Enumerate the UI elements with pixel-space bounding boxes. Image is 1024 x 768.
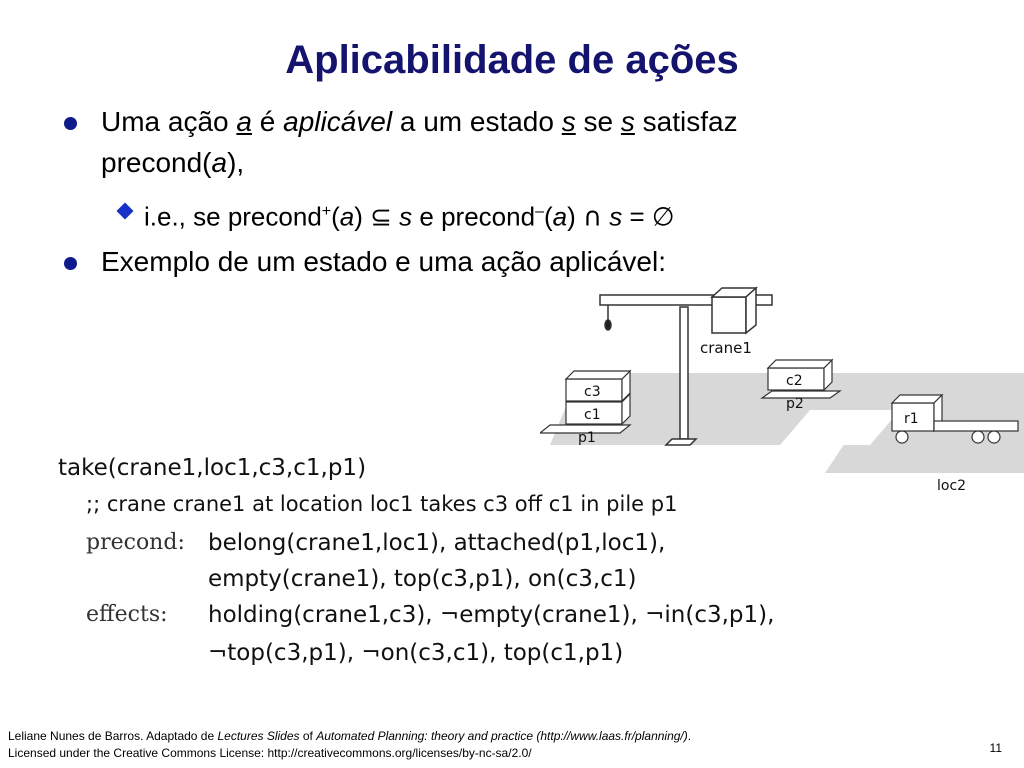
footer-lectures: Lectures Slides bbox=[217, 729, 300, 743]
crane-label: crane1 bbox=[700, 339, 752, 357]
text: i.e., se precond bbox=[144, 201, 322, 232]
bullet-dot-1 bbox=[64, 117, 77, 130]
text: ) bbox=[354, 201, 371, 232]
var-s: s bbox=[391, 201, 413, 232]
dwr-diagram bbox=[540, 285, 1024, 500]
footer-line-2: Licensed under the Creative Commons License: http://creativecommons.org/licenses/by-nc-sa/2.0/ bbox=[8, 746, 532, 760]
text: satisfaz bbox=[634, 106, 738, 137]
p2-label: p2 bbox=[786, 396, 804, 412]
bullet-2: Exemplo de um estado e uma ação aplicável: bbox=[101, 246, 666, 277]
bullet-dot-2 bbox=[64, 257, 77, 270]
subseteq-symbol: ⊆ bbox=[370, 202, 392, 233]
text: = bbox=[622, 201, 652, 232]
plus-sign: + bbox=[321, 203, 332, 220]
loc2-label: loc2 bbox=[937, 478, 967, 494]
r1-label: r1 bbox=[904, 411, 919, 427]
text: ( bbox=[543, 201, 553, 232]
action-name: take(crane1,loc1,c3,c1,p1) bbox=[58, 455, 367, 481]
var-a: a bbox=[552, 201, 568, 232]
effects-line-1: holding(crane1,c3), ¬empty(crane1), ¬in(c3,p1), bbox=[208, 602, 775, 628]
effects-line-2: ¬top(c3,p1), ¬on(c3,c1), top(c1,p1) bbox=[208, 640, 624, 666]
text: ) bbox=[567, 201, 583, 232]
text: ), bbox=[227, 147, 245, 178]
c3-label: c3 bbox=[584, 384, 601, 400]
p1-label: p1 bbox=[578, 430, 596, 446]
slide-title: Aplicabilidade de ações bbox=[285, 38, 739, 82]
text: Leliane Nunes de Barros. Adaptado de bbox=[8, 729, 218, 743]
var-a: a bbox=[236, 106, 252, 137]
footer-book: Automated Planning: theory and practice (http://www.laas.fr/planning/) bbox=[316, 729, 688, 743]
var-a: a bbox=[339, 201, 355, 232]
text: precond( bbox=[101, 147, 212, 178]
text: . bbox=[687, 729, 692, 743]
bullet-1-line-2 bbox=[101, 145, 244, 181]
var-s: s bbox=[620, 106, 635, 137]
empty-set-symbol: ∅ bbox=[651, 202, 675, 233]
bullet-1-line-1 bbox=[101, 104, 738, 140]
precond-line-1: belong(crane1,loc1), attached(p1,loc1), bbox=[208, 530, 666, 556]
text: a um estado bbox=[392, 106, 562, 137]
text: é bbox=[251, 106, 284, 137]
effects-label: effects: bbox=[86, 602, 168, 627]
text: Uma ação bbox=[101, 106, 237, 137]
sub-bullet-diamond bbox=[117, 203, 134, 220]
var-s: s bbox=[561, 106, 576, 137]
action-comment: ;; crane crane1 at location loc1 takes c3 off c1 in pile p1 bbox=[86, 492, 678, 516]
precond-line-2: empty(crane1), top(c3,p1), on(c3,c1) bbox=[208, 566, 637, 592]
text: ( bbox=[331, 201, 340, 232]
var-s: s bbox=[602, 201, 623, 232]
cap-symbol: ∩ bbox=[583, 202, 603, 233]
text: se bbox=[575, 106, 621, 137]
text: of bbox=[299, 729, 317, 743]
var-a: a bbox=[211, 147, 228, 178]
sub-bullet-line bbox=[144, 194, 675, 236]
pile-p1 bbox=[540, 371, 630, 433]
minus-sign: – bbox=[535, 203, 544, 220]
c2-label: c2 bbox=[786, 373, 803, 389]
precond-label: precond: bbox=[86, 530, 185, 555]
term-aplicavel: aplicável bbox=[283, 106, 393, 137]
page-number: 11 bbox=[989, 741, 1002, 755]
text: e precond bbox=[412, 201, 536, 232]
footer-line-1 bbox=[8, 729, 691, 743]
c1-label: c1 bbox=[584, 407, 601, 423]
